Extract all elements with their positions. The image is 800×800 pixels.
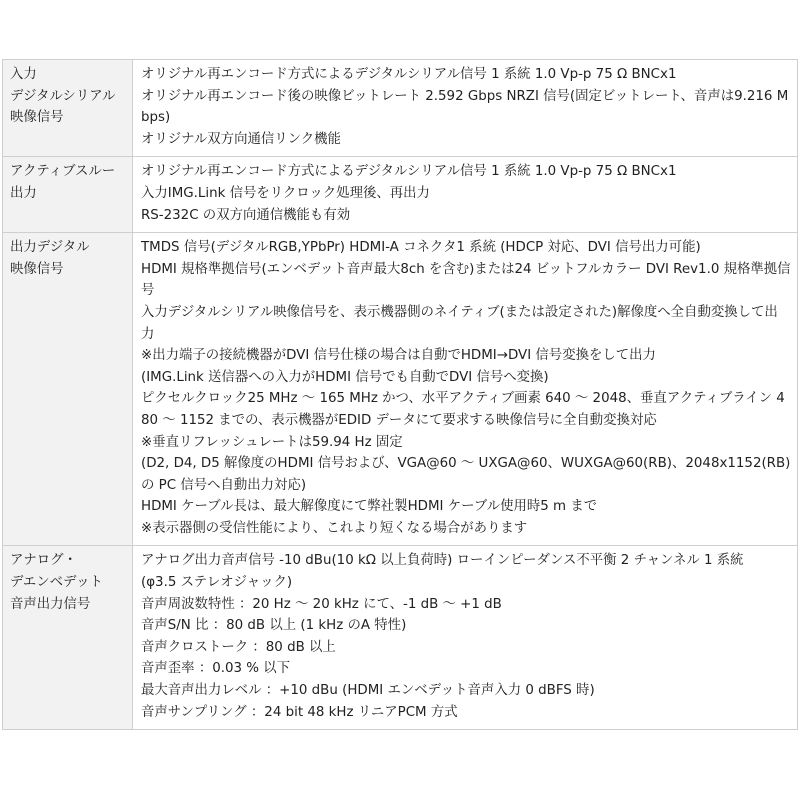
content-line: TMDS 信号(デジタルRGB,YPbPr) HDMI-A コネクタ1 系統 (HDCP 対応、DVI 信号出力可能) (141, 240, 701, 256)
content-line: 音声歪率 ：0.03 % 以下 (141, 661, 291, 677)
label-line: アクティブスルー (10, 164, 116, 180)
label-line: 映像信号 (10, 110, 64, 126)
label-line: デジタルシリアル (10, 88, 116, 104)
spec-row-input (3, 60, 798, 157)
content-line: ※垂直リフレッシュレートは59.94 Hz 固定 (141, 434, 403, 450)
row-content (133, 546, 798, 730)
content-line: RS-232C の双方向通信機能も有効 (141, 207, 351, 223)
spec-table (2, 59, 798, 730)
content-line: オリジナル再エンコード方式によるデジタルシリアル信号 1 系統 1.0 Vp-p 75 Ω BNCx1 (141, 164, 677, 180)
label-line: 出力デジタル (10, 240, 90, 256)
content-line: アナログ出力音声信号 -10 dBu(10 kΩ 以上負荷時) ローインピーダンス不平衡 2 チャンネル 1 系統 (141, 553, 744, 569)
content-line: ※表示器側の受信性能により、これより短くなる場合があります (141, 520, 528, 536)
label-line: 入力 (10, 67, 37, 82)
label-line: デエンベデット (10, 575, 103, 591)
label-line: 出力 (10, 185, 37, 201)
content-line: 入力IMG.Link 信号をリクロック処理後、再出力 (141, 185, 430, 201)
row-content (133, 233, 798, 546)
row-label (3, 546, 133, 730)
content-line: オリジナル再エンコード方式によるデジタルシリアル信号 1 系統 1.0 Vp-p 75 Ω BNCx1 (141, 67, 677, 82)
content-line: 音声周波数特性 ：20 Hz ～ 20 kHz にて、-1 dB ～ +1 dB (141, 596, 502, 612)
content-line: 音声サンプリング ：24 bit 48 kHz リニアPCM 方式 (141, 704, 458, 720)
row-label (3, 157, 133, 233)
content-line: 音声クロストーク ：80 dB 以上 (141, 639, 336, 655)
row-content (133, 157, 798, 233)
label-line: 音声出力信号 (10, 596, 91, 612)
spec-row-output-video (3, 233, 798, 546)
content-line: 入力デジタルシリアル映像信号を、表示機器側のネイティブ(または設定された)解像度へ全自動変換して出力 (141, 304, 778, 342)
content-line: HDMI 規格準拠信号(エンベデット音声最大8ch を含む)または24 ビットフルカラー DVI Rev1.0 規格準拠信号 (141, 261, 791, 299)
content-line: オリジナル再エンコード後の映像ビットレート 2.592 Gbps NRZI 信号(固定ビットレート、音声は9.216 Mbps) (141, 88, 789, 126)
content-line: (D2, D4, D5 解像度のHDMI 信号および、VGA@60 ～ UXGA@60、WUXGA@60(RB)、2048x1152(RB)の PC 信号へ自動出力対応) (141, 456, 791, 493)
row-label (3, 60, 133, 157)
content-line: オリジナル双方向通信リンク機能 (141, 131, 341, 147)
label-line: アナログ・ (10, 553, 77, 569)
row-content (133, 60, 798, 157)
content-line: (φ3.5 ステレオジャック) (141, 575, 293, 591)
label-line: 映像信号 (10, 261, 64, 277)
content-line: (IMG.Link 送信器への入力がHDMI 信号でも自動でDVI 信号へ変換) (141, 369, 549, 385)
row-label (3, 233, 133, 546)
content-line: HDMI ケーブル長は、最大解像度にて弊社製HDMI ケーブル使用時5 m まで (141, 499, 598, 515)
content-line: ピクセルクロック25 MHz ～ 165 MHz かつ、水平アクティブ画素 640 ～ 2048、垂直アクティブライン 480 ～ 1152 までの、表示機器がEDID データにて要求する映像信号に全自動変換対応 (141, 391, 785, 428)
content-line: 最大音声出力レベル ：+10 dBu (HDMI エンベデット音声入力 0 dBFS 時) (141, 683, 595, 699)
content-line: 音声S/N 比 ：80 dB 以上 (1 kHz のA 特性) (141, 618, 407, 634)
spec-row-audio-output (3, 546, 798, 730)
content-line: ※出力端子の接続機器がDVI 信号仕様の場合は自動でHDMI→DVI 信号変換をして出力 (141, 348, 656, 364)
spec-row-active-through (3, 157, 798, 233)
